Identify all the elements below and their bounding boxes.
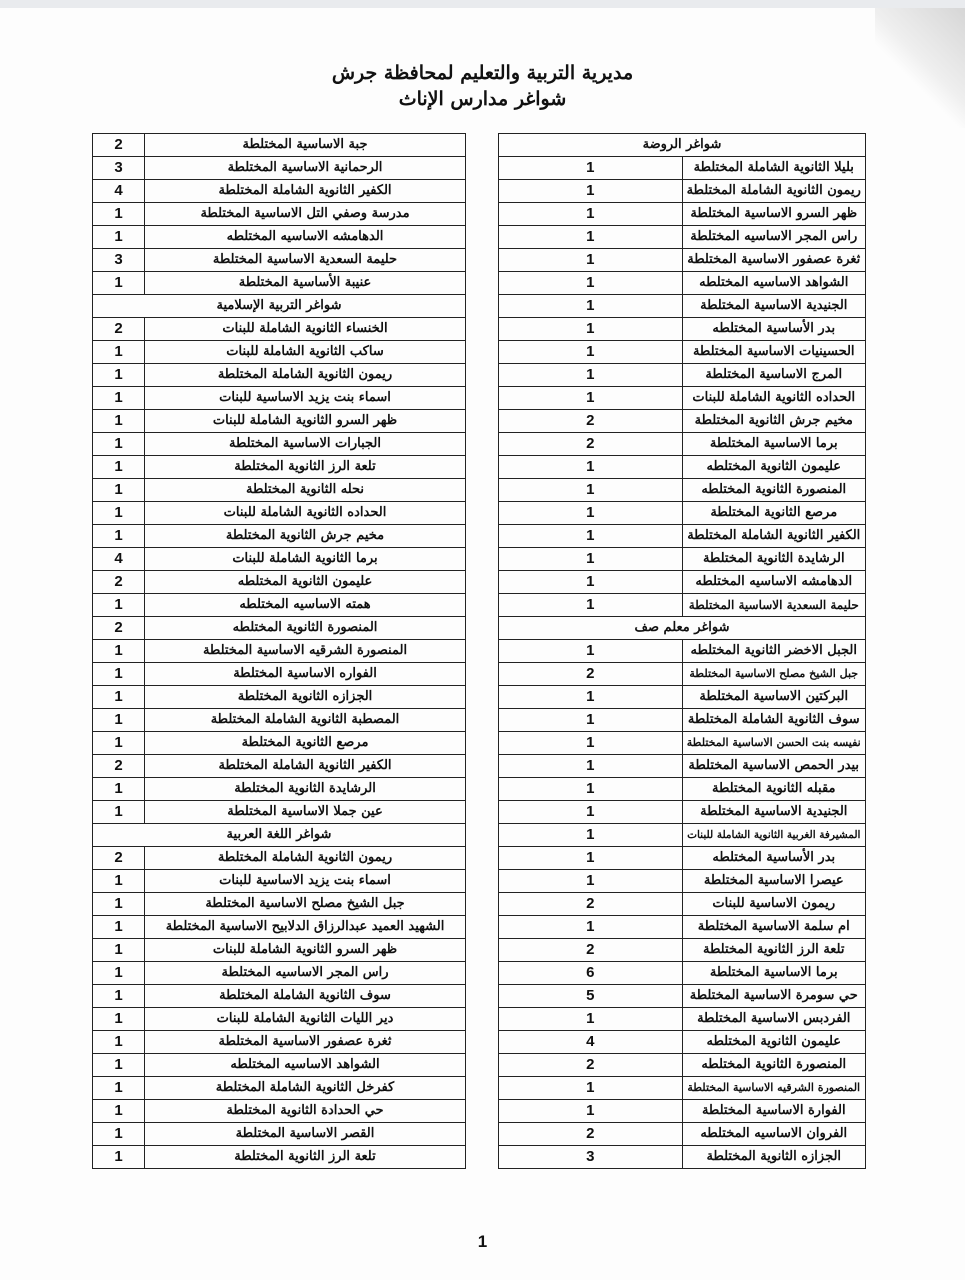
vacancy-count: 2 xyxy=(499,433,683,456)
section-header: شواغر معلم صف xyxy=(499,617,866,640)
school-name: بدر الأساسية المختلطه xyxy=(682,847,866,870)
vacancy-count: 1 xyxy=(499,341,683,364)
table-row xyxy=(93,1031,466,1054)
table-row xyxy=(499,824,866,847)
vacancy-count: 1 xyxy=(93,870,145,893)
school-name: نفيسه بنت الحسن الاساسية المختلطة xyxy=(682,732,866,755)
school-name: راس المجر الاساسيه المختلطة xyxy=(682,226,866,249)
vacancy-count: 1 xyxy=(93,962,145,985)
vacancy-count: 1 xyxy=(499,732,683,755)
table-row xyxy=(93,249,466,272)
vacancy-count: 1 xyxy=(93,686,145,709)
table-row xyxy=(499,1054,866,1077)
table-row xyxy=(93,456,466,479)
vacancy-count: 1 xyxy=(499,479,683,502)
vacancy-count: 1 xyxy=(93,341,145,364)
vacancy-count: 5 xyxy=(499,985,683,1008)
school-name: الجزازه الثانوية المختلطة xyxy=(145,686,466,709)
vacancy-count: 1 xyxy=(93,893,145,916)
table-row xyxy=(499,387,866,410)
school-name: المنصورة الشرقيه الاساسية المختلطة xyxy=(682,1077,866,1100)
table-row xyxy=(93,1100,466,1123)
vacancy-count: 1 xyxy=(499,847,683,870)
school-name: مقبله الثانوية المختلطة xyxy=(682,778,866,801)
table-row xyxy=(93,870,466,893)
table-row xyxy=(499,364,866,387)
table-row xyxy=(499,272,866,295)
vacancy-count: 2 xyxy=(499,893,683,916)
document-subtitle: شواغر مدارس الإناث xyxy=(398,88,567,110)
table-row xyxy=(499,985,866,1008)
vacancy-count: 1 xyxy=(93,479,145,502)
vacancy-count: 1 xyxy=(499,295,683,318)
vacancy-count: 1 xyxy=(499,870,683,893)
vacancy-count: 1 xyxy=(93,1031,145,1054)
vacancy-count: 1 xyxy=(93,1123,145,1146)
table-row xyxy=(93,226,466,249)
table-row xyxy=(93,525,466,548)
vacancy-count: 1 xyxy=(93,410,145,433)
table-row xyxy=(93,502,466,525)
school-name: الرشايدة الثانوية المختلطة xyxy=(682,548,866,571)
table-row xyxy=(499,548,866,571)
table-row xyxy=(499,1008,866,1031)
table-row xyxy=(93,709,466,732)
table-row xyxy=(93,962,466,985)
vacancy-count: 3 xyxy=(93,249,145,272)
school-name: الجنيدية الاساسية المختلطة xyxy=(682,801,866,824)
vacancy-count: 1 xyxy=(499,203,683,226)
vacancy-count: 2 xyxy=(93,847,145,870)
school-name: راس المجر الاساسيه المختلطة xyxy=(145,962,466,985)
table-row xyxy=(499,801,866,824)
vacancy-count: 1 xyxy=(93,456,145,479)
table-row xyxy=(499,249,866,272)
vacancy-count: 1 xyxy=(499,1008,683,1031)
vacancies-table-left xyxy=(92,133,466,1169)
vacancy-count: 1 xyxy=(93,732,145,755)
school-name: همته الاساسيه المختلطه xyxy=(145,594,466,617)
table-row xyxy=(93,1008,466,1031)
school-name: ساكب الثانوية الشاملة للبنات xyxy=(145,341,466,364)
vacancy-count: 1 xyxy=(499,1077,683,1100)
vacancy-count: 1 xyxy=(93,272,145,295)
table-row xyxy=(93,433,466,456)
table-row xyxy=(499,226,866,249)
vacancy-count: 2 xyxy=(93,617,145,640)
school-name: حليمة السعدية الاساسية المختلطة xyxy=(682,594,866,617)
table-row xyxy=(499,1031,866,1054)
table-row xyxy=(499,180,866,203)
vacancy-count: 4 xyxy=(93,180,145,203)
table-row xyxy=(93,617,466,640)
school-name: دير الليات الثانوية الشاملة للبنات xyxy=(145,1008,466,1031)
vacancy-count: 1 xyxy=(499,916,683,939)
vacancy-count: 1 xyxy=(93,939,145,962)
school-name: الشهيد العميد عبدالرزاق الدلابيح الاساسية المختلطة xyxy=(145,916,466,939)
vacancy-count: 1 xyxy=(93,916,145,939)
vacancy-count: 1 xyxy=(499,571,683,594)
school-name: ظهر السرو الثانوية الشاملة للبنات xyxy=(145,939,466,962)
vacancy-count: 1 xyxy=(499,709,683,732)
school-name: بدر الأساسية المختلطه xyxy=(682,318,866,341)
table-row xyxy=(93,916,466,939)
school-name: الكفير الثانوية الشاملة المختلطة xyxy=(145,755,466,778)
school-name: جبة الاساسية المختلطة xyxy=(145,134,466,157)
school-name: الحداده الثانوية الشاملة للبنات xyxy=(145,502,466,525)
table-row xyxy=(93,801,466,824)
school-name: برما الاساسية المختلطة xyxy=(682,962,866,985)
vacancy-count: 4 xyxy=(93,548,145,571)
table-row xyxy=(499,318,866,341)
table-row xyxy=(93,939,466,962)
school-name: ريمون الثانوية الشاملة المختلطة xyxy=(145,847,466,870)
school-name: الرشايدة الثانوية المختلطة xyxy=(145,778,466,801)
school-name: الجزازه الثانوية المختلطة xyxy=(682,1146,866,1169)
table-row xyxy=(499,939,866,962)
school-name: الدهامشه الاساسيه المختلطه xyxy=(682,571,866,594)
table-row xyxy=(93,893,466,916)
school-name: مخيم جرش الثانوية المختلطة xyxy=(145,525,466,548)
school-name: عين جملا الاساسية المختلطة xyxy=(145,801,466,824)
vacancy-count: 1 xyxy=(499,456,683,479)
vacancy-count: 2 xyxy=(499,663,683,686)
table-row xyxy=(93,1054,466,1077)
school-name: الكفير الثانوية الشاملة المختلطة xyxy=(682,525,866,548)
table-row xyxy=(93,548,466,571)
school-name: الفروان الاساسيه المختلطه xyxy=(682,1123,866,1146)
vacancy-count: 2 xyxy=(499,939,683,962)
school-name: ريمون الثانوية الشاملة المختلطة xyxy=(682,180,866,203)
school-name: حليمة السعدية الاساسية المختلطة xyxy=(145,249,466,272)
school-name: المنصورة الشرقيه الاساسية المختلطة xyxy=(145,640,466,663)
table-row xyxy=(93,1123,466,1146)
table-row xyxy=(499,640,866,663)
school-name: الشواهد الاساسيه المختلطه xyxy=(682,272,866,295)
vacancy-count: 2 xyxy=(93,571,145,594)
school-name: عيصرا الاساسية المختلطة xyxy=(682,870,866,893)
vacancy-count: 1 xyxy=(93,801,145,824)
table-row xyxy=(93,318,466,341)
school-name: ريمون الاساسية للبنات xyxy=(682,893,866,916)
table-row xyxy=(499,916,866,939)
school-name: ام سلمة الاساسية المختلطة xyxy=(682,916,866,939)
vacancy-count: 1 xyxy=(93,226,145,249)
table-row xyxy=(499,663,866,686)
table-row xyxy=(93,847,466,870)
table-row xyxy=(499,732,866,755)
page-number: 1 xyxy=(477,1232,488,1251)
table-row xyxy=(499,295,866,318)
vacancy-count: 1 xyxy=(499,157,683,180)
school-name: ظهر السرو الثانوية الشاملة للبنات xyxy=(145,410,466,433)
section-header-row xyxy=(93,824,466,847)
table-row xyxy=(499,686,866,709)
table-row xyxy=(499,479,866,502)
table-row xyxy=(499,410,866,433)
school-name: سوف الثانوية الشاملة المختلطة xyxy=(682,709,866,732)
table-row xyxy=(93,134,466,157)
table-row xyxy=(499,1146,866,1169)
vacancy-count: 1 xyxy=(499,249,683,272)
vacancy-count: 1 xyxy=(93,433,145,456)
vacancy-count: 1 xyxy=(499,525,683,548)
school-name: اسماء بنت يزيد الاساسية للبنات xyxy=(145,387,466,410)
vacancy-count: 2 xyxy=(499,410,683,433)
school-name: كفرخل الثانوية الشاملة المختلطة xyxy=(145,1077,466,1100)
school-name: الدهامشه الاساسيه المختلطه xyxy=(145,226,466,249)
table-row xyxy=(93,594,466,617)
school-name: عليمون الثانوية المختلطه xyxy=(682,456,866,479)
school-name: الجبارات الاساسية المختلطة xyxy=(145,433,466,456)
vacancy-count: 6 xyxy=(499,962,683,985)
school-name: مخيم جرش الثانوية المختلطة xyxy=(682,410,866,433)
school-name: الفردبس الاساسية المختلطة xyxy=(682,1008,866,1031)
school-name: الفواره الاساسية المختلطة xyxy=(145,663,466,686)
vacancy-count: 1 xyxy=(499,502,683,525)
school-name: بليلا الثانوية الشاملة المختلطة xyxy=(682,157,866,180)
school-name: سوف الثانوية الشاملة المختلطة xyxy=(145,985,466,1008)
vacancy-count: 1 xyxy=(93,1054,145,1077)
vacancy-count: 1 xyxy=(499,180,683,203)
table-row xyxy=(499,1077,866,1100)
school-name: المنصورة الثانوية المختلطه xyxy=(682,1054,866,1077)
section-header: شواغر الروضة xyxy=(499,134,866,157)
table-row xyxy=(93,479,466,502)
table-row xyxy=(93,778,466,801)
vacancy-count: 1 xyxy=(499,548,683,571)
vacancy-count: 1 xyxy=(93,1008,145,1031)
table-row xyxy=(93,571,466,594)
vacancy-count: 1 xyxy=(499,755,683,778)
table-row xyxy=(93,341,466,364)
table-row xyxy=(93,410,466,433)
table-row xyxy=(499,870,866,893)
table-row xyxy=(93,180,466,203)
table-row xyxy=(499,433,866,456)
vacancy-count: 2 xyxy=(499,1123,683,1146)
school-name: مدرسة وصفي التل الاساسية المختلطة xyxy=(145,203,466,226)
school-name: تلعة الرز الثانوية المختلطة xyxy=(145,456,466,479)
school-name: عليمون الثانوية المختلطه xyxy=(682,1031,866,1054)
school-name: الخنساء الثانوية الشاملة للبنات xyxy=(145,318,466,341)
table-row xyxy=(499,594,866,617)
school-name: تلعة الرز الثانوية المختلطة xyxy=(145,1146,466,1169)
school-name: تلعة الرز الثانوية المختلطة xyxy=(682,939,866,962)
vacancy-count: 1 xyxy=(499,1100,683,1123)
school-name: البركتين الاساسية المختلطة xyxy=(682,686,866,709)
table-row xyxy=(93,686,466,709)
table-row xyxy=(93,364,466,387)
vacancy-count: 1 xyxy=(499,594,683,617)
table-row xyxy=(499,778,866,801)
vacancy-count: 1 xyxy=(499,226,683,249)
table-row xyxy=(499,456,866,479)
section-header-row xyxy=(499,134,866,157)
school-name: اسماء بنت يزيد الاساسية للبنات xyxy=(145,870,466,893)
table-row xyxy=(499,1100,866,1123)
table-row xyxy=(499,502,866,525)
vacancy-count: 1 xyxy=(93,663,145,686)
vacancy-count: 2 xyxy=(93,318,145,341)
table-row xyxy=(93,755,466,778)
vacancy-count: 1 xyxy=(93,640,145,663)
school-name: نحله الثانوية المختلطة xyxy=(145,479,466,502)
table-row xyxy=(499,962,866,985)
school-name: الفوارة الاساسية المختلطة xyxy=(682,1100,866,1123)
table-row xyxy=(93,640,466,663)
table-row xyxy=(499,847,866,870)
school-name: الجبل الاخضر الثانوية المختلطه xyxy=(682,640,866,663)
table-row xyxy=(499,571,866,594)
vacancy-count: 1 xyxy=(93,502,145,525)
table-row xyxy=(93,203,466,226)
vacancy-count: 2 xyxy=(93,755,145,778)
vacancy-count: 1 xyxy=(93,709,145,732)
document-title: مديرية التربية والتعليم لمحافظة جرش xyxy=(331,62,634,84)
school-name: الرحمانية الاساسية المختلطة xyxy=(145,157,466,180)
vacancies-table-right xyxy=(498,133,866,1169)
table-row xyxy=(499,525,866,548)
vacancy-count: 1 xyxy=(93,1146,145,1169)
vacancy-count: 1 xyxy=(499,686,683,709)
school-name: ثغرة عصفور الاساسية المختلطة xyxy=(145,1031,466,1054)
vacancy-count: 1 xyxy=(499,824,683,847)
table-row xyxy=(93,157,466,180)
school-name: عنيبة الأساسية المختلطة xyxy=(145,272,466,295)
vacancy-count: 1 xyxy=(93,985,145,1008)
table-row xyxy=(499,709,866,732)
vacancy-count: 1 xyxy=(93,1100,145,1123)
vacancy-count: 2 xyxy=(499,1054,683,1077)
school-name: الشواهد الاساسيه المختلطه xyxy=(145,1054,466,1077)
vacancy-count: 1 xyxy=(499,272,683,295)
vacancy-count: 1 xyxy=(93,387,145,410)
table-row xyxy=(499,893,866,916)
vacancy-count: 2 xyxy=(93,134,145,157)
vacancy-count: 1 xyxy=(499,778,683,801)
school-name: بيدر الحمص الاساسية المختلطة xyxy=(682,755,866,778)
school-name: برما الاساسية المختلطة xyxy=(682,433,866,456)
school-name: المرج الاساسية المختلطة xyxy=(682,364,866,387)
vacancy-count: 1 xyxy=(93,594,145,617)
vacancy-count: 1 xyxy=(93,364,145,387)
school-name: حي الحدادة الثانوية المختلطة xyxy=(145,1100,466,1123)
school-name: ظهر السرو الاساسية المختلطة xyxy=(682,203,866,226)
school-name: الكفير الثانوية الشاملة المختلطة xyxy=(145,180,466,203)
table-row xyxy=(499,203,866,226)
vacancy-count: 1 xyxy=(499,801,683,824)
section-header-row xyxy=(499,617,866,640)
vacancy-count: 4 xyxy=(499,1031,683,1054)
table-row xyxy=(93,1077,466,1100)
school-name: جبل الشيخ مصلح الاساسية المختلطة xyxy=(145,893,466,916)
school-name: المنصورة الثانوية المختلطه xyxy=(682,479,866,502)
table-row xyxy=(499,157,866,180)
table-row xyxy=(499,1123,866,1146)
table-row xyxy=(93,1146,466,1169)
section-header: شواغر التربية الإسلامية xyxy=(93,295,466,318)
vacancy-count: 1 xyxy=(499,387,683,410)
vacancy-count: 3 xyxy=(499,1146,683,1169)
vacancy-count: 3 xyxy=(93,157,145,180)
school-name: مرصع الثانوية المختلطة xyxy=(145,732,466,755)
table-row xyxy=(93,732,466,755)
section-header-row xyxy=(93,295,466,318)
school-name: الجنيدية الاساسية المختلطة xyxy=(682,295,866,318)
school-name: ثغرة عصفور الاساسية المختلطة xyxy=(682,249,866,272)
section-header: شواغر اللغة العربية xyxy=(93,824,466,847)
school-name: عليمون الثانوية المختلطه xyxy=(145,571,466,594)
school-name: المصطبة الثانوية الشاملة المختلطة xyxy=(145,709,466,732)
vacancy-count: 1 xyxy=(499,318,683,341)
table-row xyxy=(93,387,466,410)
table-row xyxy=(93,985,466,1008)
table-row xyxy=(499,755,866,778)
school-name: مرصع الثانوية المختلطة xyxy=(682,502,866,525)
school-name: المشيرفة الغربية الثانوية الشاملة للبنات xyxy=(682,824,866,847)
school-name: جبل الشيخ مصلح الاساسية المختلطة xyxy=(682,663,866,686)
table-row xyxy=(93,272,466,295)
table-row xyxy=(93,663,466,686)
vacancy-count: 1 xyxy=(499,640,683,663)
school-name: الحسينيات الاساسية المختلطة xyxy=(682,341,866,364)
vacancy-count: 1 xyxy=(499,364,683,387)
school-name: الحداده الثانوية الشاملة للبنات xyxy=(682,387,866,410)
school-name: برما الثانوية الشاملة للبنات xyxy=(145,548,466,571)
table-row xyxy=(499,341,866,364)
school-name: القصر الاساسية المختلطة xyxy=(145,1123,466,1146)
vacancy-count: 1 xyxy=(93,1077,145,1100)
school-name: المنصورة الثانوية المختلطه xyxy=(145,617,466,640)
vacancy-count: 1 xyxy=(93,525,145,548)
school-name: ريمون الثانوية الشاملة المختلطة xyxy=(145,364,466,387)
vacancy-count: 1 xyxy=(93,203,145,226)
vacancy-count: 1 xyxy=(93,778,145,801)
school-name: حي سومرة الاساسية المختلطة xyxy=(682,985,866,1008)
